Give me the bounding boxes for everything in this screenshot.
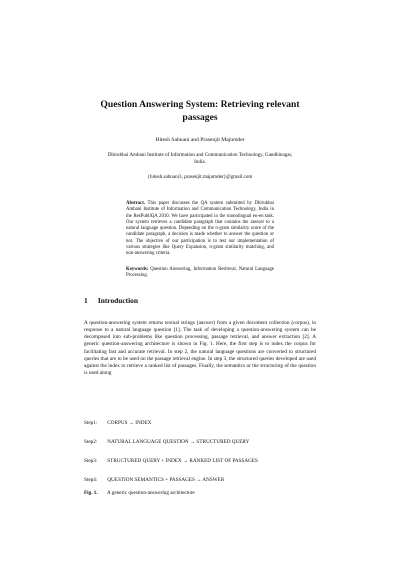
intro-paragraph: A question-answering system returns textual strings (answer) from a given document collection (corpus), in response to a natural language question [1]. The task of developing a question-answering system can be decomposed into sub-problems like question processing, passage retrieval, and answer extraction [2]. A generic question-answering architecture is shown in Fig. 1. Here, the first step is to index the corpus for facilitating fast and accurate retrieval. In step 2, the natural language questions are converted to structured queries that are to be used on the passage retrieval engine. In step 3, the structured queries developed are used against the index to retrieve a ranked list of passages. Finally, the semantics or the structuring of the question is used along — [84, 320, 316, 377]
abstract — [126, 201, 274, 258]
affiliation — [92, 152, 308, 165]
step-text: STRUCTURED QUERY + INDEX → RANKED LIST OF PASSAGES — [107, 458, 258, 464]
title-line-1: Question Answering System: Retrieving relevant — [100, 99, 300, 110]
step-item — [84, 477, 224, 484]
title-line-2: passages — [182, 111, 218, 123]
step-item — [84, 420, 151, 427]
step-text: QUESTION SEMANTICS + PASSAGES → ANSWER — [107, 477, 225, 483]
figure-label: Fig. 1. — [84, 490, 98, 496]
affiliation-line-1: Dhirubhai Ambani Institute of Information and Communication Technology, Gandhinagar, — [107, 152, 293, 158]
step-item — [84, 458, 258, 465]
figure-caption — [84, 490, 195, 497]
figure-caption-text: A generic question-answering architecture — [107, 490, 195, 496]
keywords — [126, 267, 274, 280]
step-label: Step1: — [84, 420, 98, 426]
keywords-text: Question Answering, Information Retrieval, Natural Language Processing. — [126, 267, 274, 279]
abstract-text: This paper discusses the QA system submitted by Dhirubhai Ambani Institute of Information and Communication Technology, India in the ResPubliQA 2010. We have participated in the monolingual en-en task. Our system retrieves a candidate paragraph that contains the answer to a natural language question. Depending on the n-gram similarity score of the candidate paragraph, a decision is made whether to answer the question or not. The objective of our participation is to test our implementation of various strategies like Query Expansion, n-gram similarity matching, and non-answering criteria. — [126, 201, 274, 257]
step-text: NATURAL LANGUAGE QUESTION → STRUCTURED QUERY — [107, 439, 250, 445]
abstract-label: Abstract. — [126, 201, 146, 206]
step-label: Step3: — [84, 458, 98, 464]
step-item — [84, 439, 249, 446]
keywords-label: Keywords: — [126, 267, 149, 272]
section-heading — [84, 296, 138, 305]
step-text: CORPUS → INDEX — [107, 420, 152, 426]
author-emails: {hitesh.sabnani3, prasenjit.majumder}@gmail.com — [147, 174, 253, 180]
authors: Hitesh Sabnani and Prasenjit Majumder — [155, 137, 245, 143]
section-number: 1 — [84, 296, 88, 305]
paper-title — [90, 99, 310, 124]
step-label: Step4: — [84, 477, 98, 483]
affiliation-line-2: India. — [194, 158, 206, 165]
step-label: Step2: — [84, 439, 98, 445]
section-title: Introduction — [97, 296, 138, 305]
